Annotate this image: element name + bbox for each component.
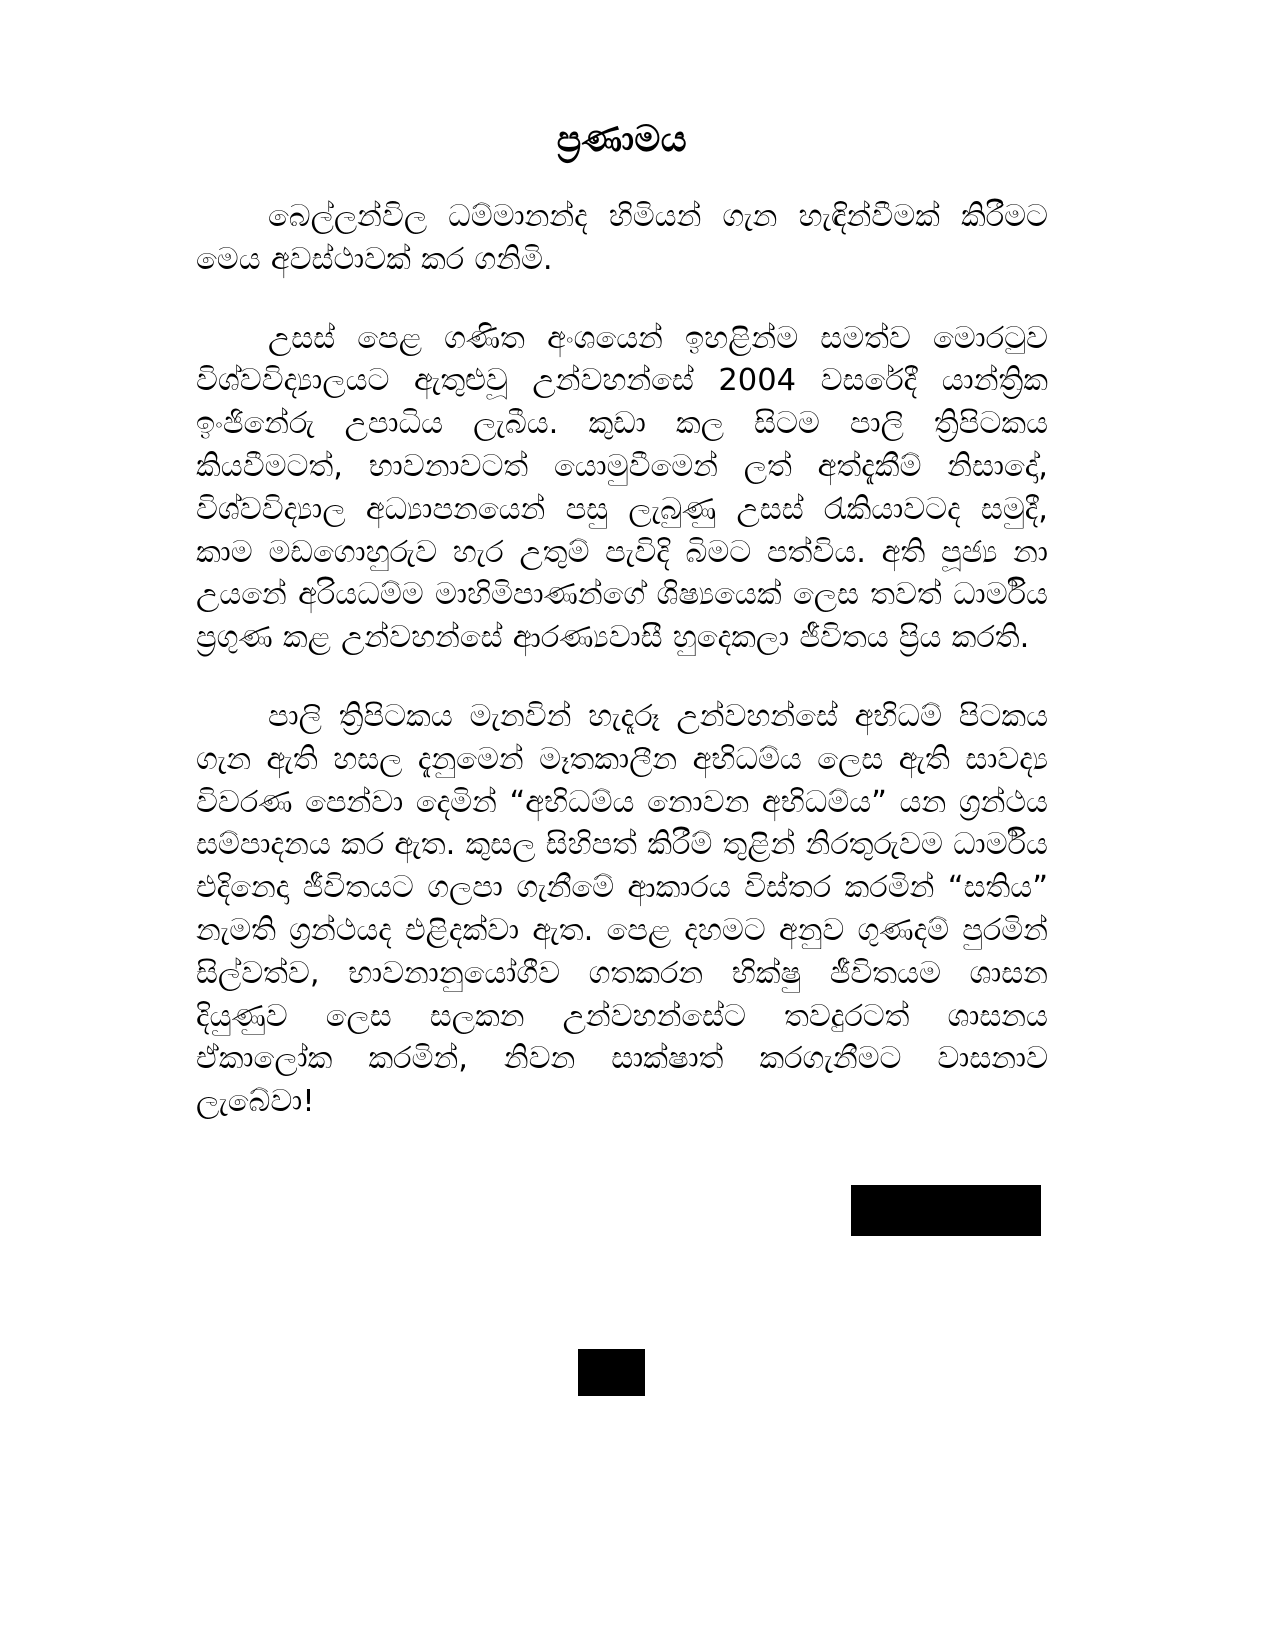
page-title: ප්‍රණාමය: [556, 119, 688, 160]
redaction-bar-page-number: [578, 1349, 645, 1396]
redaction-bar-signature: [851, 1185, 1041, 1236]
page-content: [196, 0, 1048, 1650]
paragraph-3: පාලි ත්‍රිපිටකය මැනවින් හැදෑරූ උන්වහන්සේ අභිධම් පිටකය ගැන ඇති හසල දැනුමෙන් මෑතකාලීන අභිධම්ය ලෙස ඇති සාවද්‍ය විවරණ පෙන්වා දෙමින් “අභිධම්ය නොවන අභිධම්ය” යන ග්‍රන්ථය සම්පාදනය කර ඇත. කුසල සිහිපත් කිරීම් තුළින් නිරතුරුවම ධාර්මිය එදිනෙදා ජීවිතයට ගලපා ගැනීමේ ආකාරය විස්තර කරමින් “සතිය” නැමති ග්‍රන්ථයද එළිදක්වා ඇත. පෙළ දහමට අනුව ගුණදම් පුරමින් සිල්වත්ව, භාවනානුයෝගීව ගතකරන භික්ෂු ජීවිතයම ශාසන දියුණුව ලෙස සලකන උන්වහන්සේට තවදුරටත් ශාසනය ඒකාලෝක කරමින්, නිවන සාක්ෂාත් කරගැනීමට වාසනාව ලැබේවා!: [196, 698, 1048, 1120]
paragraph-2: උසස් පෙළ ගණිත අංශයෙන් ඉහළින්ම සමත්ව මොරටුව විශ්වවිද්‍යාලයට ඇතුළුවූ උන්වහන්සේ 2004 වසරේදී යාන්ත්‍රික ඉංජිනේරු උපාධිය ලැබීය. කුඩා කල සිටම පාලි ත්‍රිපිටකය කියවීමටත්, භාවනාවටත් යොමුවීමෙන් ලත් අත්දැකීම් නිසාදෝ, විශ්වවිද්‍යාල අධ්‍යාපනයෙන් පසු ලැබුණු උසස් රැකියාවටද සමුදී, කාම මඩගොහුරුව හැර උතුම් පැවිදි බිමට පත්විය. අති පූජ්‍ය නා උයනේ අරියධම්ම මාහිමිපාණන්ගේ ශිෂ්‍යයෙක් ලෙස තවත් ධාර්මිය ප්‍රගුණ කළ උන්වහන්සේ ආරණ්‍යවාසී හුදෙකලා ජීවිතය ප්‍රිය කරති.: [196, 320, 1048, 656]
paragraph-1: බෙල්ලන්විල ධම්මානන්ද හිමියන් ගැන හැඳින්වීමක් කිරීමට මෙය අවස්ථාවක් කර ගනිමි.: [196, 199, 1048, 277]
body-text-block: [196, 196, 1048, 1124]
